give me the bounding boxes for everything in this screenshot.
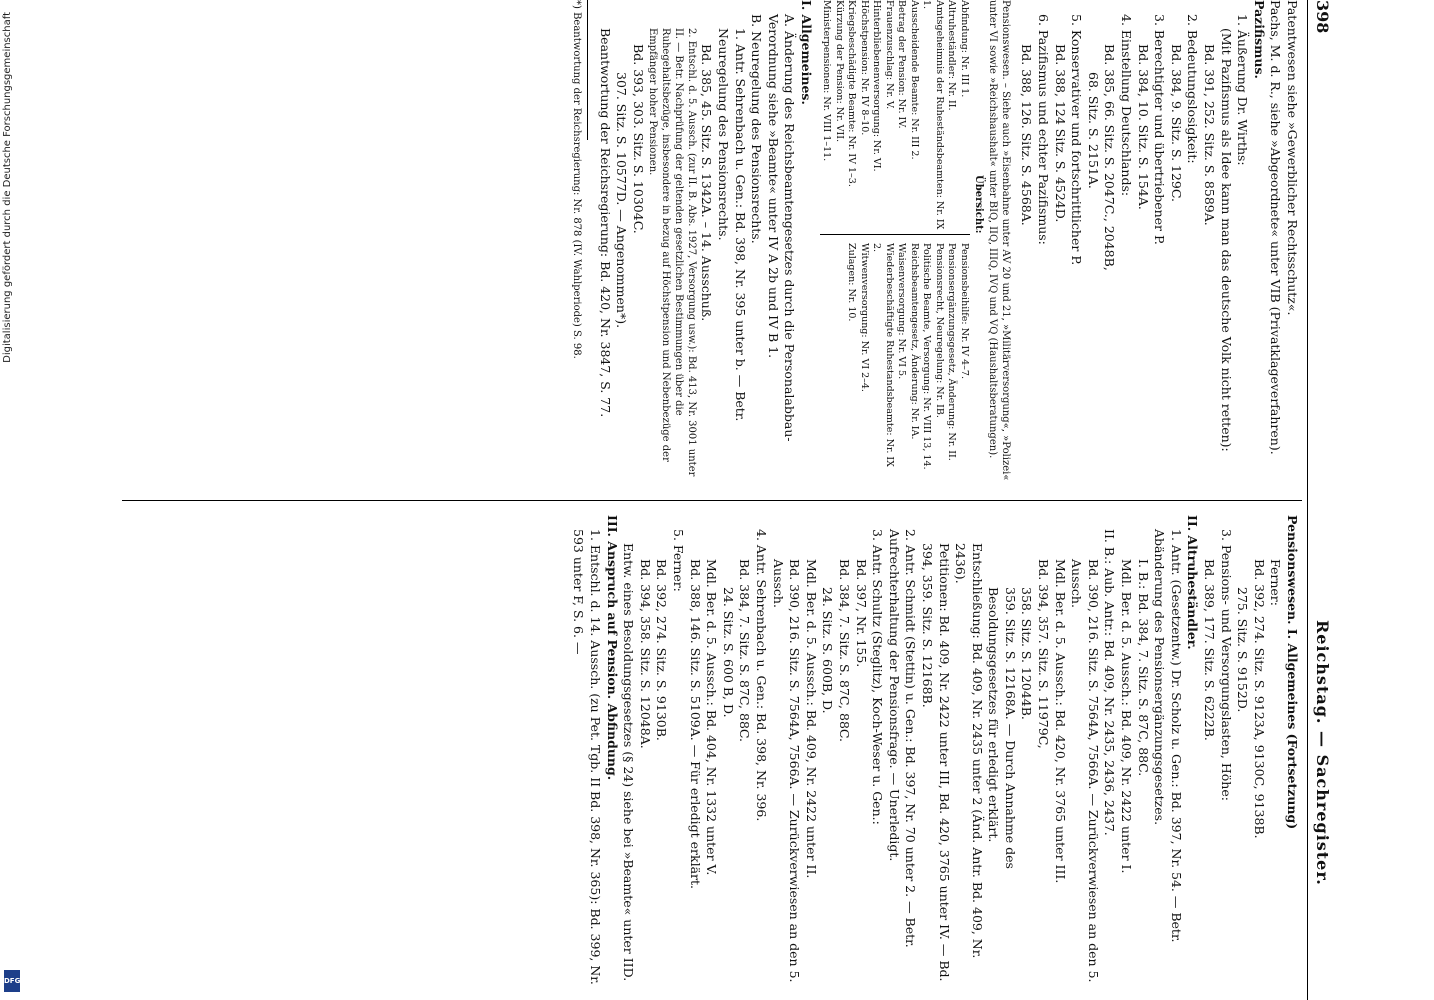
reference: 68. Sitz. S. 2151A. bbox=[1085, 72, 1101, 189]
register-page bbox=[42, 0, 1342, 1000]
list-item: 3. Pensions- und Versorgungslasten, Höhe: bbox=[1218, 529, 1234, 801]
reference: II. B.: Aub. Antr.: Bd. 409, Nr. 2435, 2436, 2437. bbox=[1102, 529, 1118, 836]
reference: 358. Sitz. S. 12044B. bbox=[1019, 587, 1035, 720]
reference: Bd. 388, 124 Sitz. S. 4524D. bbox=[1052, 44, 1068, 223]
overview-item: Ministerpensionen: Nr. VIII 1–11. bbox=[821, 0, 833, 162]
page-title: Reichstag. — Sachregister. bbox=[1313, 620, 1332, 886]
list-item: 2. Entschl. d. 5. Aussch. (zur II. B. Abs. 1927, Versorgung usw.): Bd. 413, Nr. 3001 unter II. — Betr. Nachprüfung der geltenden gesetzlichen Bestimmungen über die Ruhegehaltsbezüge, insbesondere in bezug auf Höchstpension und Nebenbezüge der Empfänger hoher Pensionen. bbox=[646, 28, 697, 477]
reference: Mdl. Ber. d. 5. Aussch.: Bd. 420, Nr. 3765 unter III. bbox=[1052, 559, 1068, 884]
heading-pazifismus: Pazifismus. bbox=[1251, 0, 1267, 79]
subsection: B. Neuregelung des Pensionsrechts. bbox=[749, 14, 765, 244]
reference: Mdl. Ber. d. 5. Aussch.: Bd. 409, Nr. 2422 unter II. bbox=[803, 559, 819, 879]
reference: Bd. 384, 7. Sitz. S. 87C, 88C. bbox=[737, 559, 753, 742]
overview-item: Politische Beamte, Versorgung: Nr. VIII 13, 14. bbox=[921, 243, 933, 470]
overview-item: Abfindung: Nr. III 1. bbox=[958, 0, 970, 98]
reference: Bd. 393, 303. Sitz. S. 10304C. bbox=[630, 44, 646, 234]
overview-item: Pensionsergänzungsgesetz, Änderung: Nr. II. bbox=[946, 243, 958, 461]
footnote-rule bbox=[587, 0, 588, 140]
overview-item: Pensionsrecht, Neuregelung: Nr. IB. bbox=[933, 243, 945, 418]
list-item: Ferner: bbox=[1268, 559, 1284, 606]
column-divider bbox=[122, 500, 1302, 501]
entry-patentwesen: Patentwesen siehe »Gewerblicher Rechtsschutz«. bbox=[1285, 0, 1300, 316]
reference: 24. Sitz. S. 600 B, D. bbox=[720, 587, 736, 718]
reference: Bd. 389, 177. Sitz. S. 6222B. bbox=[1202, 559, 1218, 741]
list-item: 3. Antr. Schultz (Steglitz), Koch-Weser u. Gen.: bbox=[870, 529, 886, 825]
reference: Mdl. Ber. d. 5. Aussch.: Bd. 409, Nr. 2422 unter I. bbox=[1119, 559, 1135, 874]
section-heading: II. Altruheständler. bbox=[1185, 515, 1201, 650]
overview-right bbox=[820, 234, 970, 473]
reference: Mdl. Ber. d. 5. Aussch.: Bd. 404, Nr. 1332 unter V. bbox=[704, 559, 720, 876]
overview-left bbox=[820, 0, 970, 230]
list-item: 4. Einstellung Deutschlands: bbox=[1119, 14, 1135, 197]
overview-item: Ausscheidende Beamte: Nr. III 2. bbox=[908, 0, 920, 160]
reference: 359. Sitz. S. 12168A. — Durch Annahme des Besoldungsgesetzes für erledigt erklärt. bbox=[986, 587, 1018, 869]
section-heading: I. Allgemeines. bbox=[798, 0, 814, 105]
reference: Bd. 391, 252. Sitz. S. 8589A. bbox=[1202, 44, 1218, 226]
reference: Bd. 384, 9. Sitz. S. 129C. bbox=[1168, 44, 1184, 202]
entry-pensionswesen: Pensionswesen. – Siehe auch »Eisenbahne unter AV 20 und 21, »Militärversorgung«, »Polizei« unter VI sowie »Reichshaushalt« unter BIQ, IIQ, IIIQ, IVQ und VQ (Haushaltsberatungen). bbox=[986, 0, 1011, 481]
reference: Bd. 385, 45. Sitz. S. 1342A. – 14. Ausschuß. bbox=[699, 44, 715, 322]
list-item: 1. Entschl. d. 14. Aussch. (zu Pet. Tgb. II Bd. 398, Nr. 365): Bd. 399, Nr. 593 unter F, S. 6. — bbox=[571, 529, 604, 985]
overview-item: Kriegsbeschädigte Beamte: Nr. IV 1–3. bbox=[846, 0, 858, 187]
list-item: 2. Bedeutungslosigkeit: bbox=[1185, 14, 1201, 164]
reference: Entw. eines Besoldungsgesetzes (§ 24) siehe bei »Beamte« unter IID. bbox=[621, 543, 637, 982]
overview-item: Hinterbliebenenversorgung: Nr. VI. bbox=[871, 0, 883, 172]
reference: 275. Sitz. S. 9152D. bbox=[1235, 587, 1251, 713]
entry-pachs: Pachs, M. d. R., siehe »Abgeordnete« unter VIB (Privatklageverfahren). bbox=[1268, 0, 1284, 455]
reference: 307. Sitz. S. 10577D. — Angenommen*). bbox=[614, 72, 630, 329]
funding-sidebar bbox=[2, 0, 24, 1000]
overview-item: Zulagen: Nr. 10. bbox=[846, 243, 858, 322]
continuation-heading: Pensionswesen. I. Allgemeines (Fortsetzung) bbox=[1285, 515, 1300, 830]
list-item: (Mit Pazifismus als Idee kann man das deutsche Volk nicht retten): bbox=[1218, 28, 1234, 452]
subsection: A. Änderung des Reichsbeamtengesetzes durch die Personalabbau-Verordnung siehe »Beamte« unter IV A 2b und IV B 1. bbox=[765, 14, 798, 442]
overview-item: Altruheständler: Nr. II. bbox=[946, 0, 958, 111]
reference: 24. Sitz. S. 600B, D. bbox=[820, 587, 836, 714]
overview-item: Waisenversorgung: Nr. VI 5. bbox=[896, 243, 908, 380]
list-item: 5. Ferner: bbox=[671, 529, 687, 592]
reference: Bd. 397, Nr. 155. bbox=[853, 559, 869, 668]
page-number: 398 bbox=[1313, 0, 1332, 34]
list-item: 3. Berechtigter und übertriebener P. bbox=[1152, 14, 1168, 245]
overview-item: Wiederbeschäftigte Ruhestandsbeamte: Nr. IX 2. bbox=[871, 243, 895, 467]
reference: Entschließung: Bd. 409, Nr. 2435 unter 2 (Änd. Antr. Bd. 409, Nr. 2436). bbox=[953, 543, 985, 959]
reference: Bd. 392, 274. Sitz. S. 9130B. bbox=[654, 559, 670, 741]
reference: Bd. 384, 10. Sitz. S. 154A. bbox=[1135, 44, 1151, 210]
dfg-logo: DFG bbox=[4, 970, 20, 992]
reference: Bd. 394, 357. Sitz. S. 11979C, bbox=[1036, 559, 1052, 749]
list-item: 1. Antr. Sehrenbach u. Gen.: Bd. 398, Nr. 395 unter b. — Betr. Neuregelung des Pensionsrechts. bbox=[715, 28, 748, 422]
overview-title: Übersicht: bbox=[972, 175, 984, 234]
overview-item: Amtsgeheimnis der Ruheständsbeamten: Nr. IX 1. bbox=[921, 0, 945, 230]
overview-item: Reichsbeamtengesetz, Änderung: Nr. IA. bbox=[908, 243, 920, 440]
reference: Bd. 388, 126. Sitz. S. 4568A. bbox=[1019, 44, 1035, 226]
list-item: 2. Antr. Schmidt (Stettin) u. Gen.: Bd. 397, Nr. 70 unter 2. — Betr. Aufrechterhaltung der Pensionsfrage. — Unerledigt. bbox=[886, 529, 919, 948]
reference: Bd. 390, 216. Sitz. S. 7564A, 7566A. — Zurückverwiesen an den 5. Aussch. bbox=[1069, 559, 1101, 983]
list-item: 1. Antr. (Gesetzentw.) Dr. Scholz u. Gen.: Bd. 397, Nr. 54. — Betr. Abänderung des Pensionsergänzungsgesetzes. bbox=[1152, 529, 1184, 943]
overview-item: Frauenzuschlag: Nr. V. bbox=[883, 0, 895, 110]
reference: Bd. 384, 7. Sitz. S. 87C, 88C. bbox=[836, 559, 852, 742]
funding-note: Digitalisierung gefördert durch die Deutsche Forschungsgemeinschaft bbox=[2, 12, 13, 363]
list-item: 4. Antr. Sehrenbach u. Gen.: Bd. 398, Nr. 396. bbox=[754, 529, 769, 822]
overview-item: Betrag der Pension: Nr. IV. bbox=[896, 0, 908, 129]
overview-item: Pensionsbeihilfe: Nr. IV 4–7. bbox=[958, 243, 970, 379]
reference: Bd. 388, 146. Sitz. S. 5109A. — Für erledigt erklärt. bbox=[687, 559, 703, 889]
reference: Bd. 385, 66. Sitz. S. 2047C., 2048B, bbox=[1102, 44, 1118, 271]
reference: Bd. 394, 358. Sitz. S. 12048A. bbox=[637, 559, 653, 749]
overview-item: Höchstpension: Nr. IV 8–10. bbox=[858, 0, 870, 136]
list-item: 5. Konservativer und fortschrittlicher P. bbox=[1069, 14, 1085, 266]
footnote: *) Beantwortung der Reichsregierung: Nr. 878 (IV. Wahlperiode) S. 98. bbox=[570, 0, 582, 359]
overview-item: Kürzung der Pension: Nr. VII. bbox=[833, 0, 845, 143]
reference: Bd. 392, 274. Sitz. S. 9123A, 9130C, 9138B. bbox=[1251, 559, 1267, 839]
reference: I. B.: Bd. 384, 7. Sitz. S. 87C, 88C. bbox=[1135, 559, 1151, 777]
section-heading: III. Anspruch auf Pension. Abfindung. bbox=[604, 515, 620, 781]
reference: Petitionen: Bd. 409, Nr. 2422 unter III, Bd. 420, 3765 unter IV. — Bd. 394, 359. Sitz. S. 12168B. bbox=[919, 543, 952, 982]
overview-box bbox=[820, 0, 984, 485]
overview-item: Witwenversorgung: Nr. VI 2–4. bbox=[858, 243, 870, 392]
left-column bbox=[570, 0, 1300, 485]
list-item: 1. Äußerung Dr. Wirths: bbox=[1235, 14, 1251, 166]
header-rule bbox=[1307, 0, 1308, 1000]
reference: Bd. 390, 216. Sitz. S. 7564A, 7566A. — Zurückverwiesen an den 5. Aussch. bbox=[770, 559, 803, 983]
list-item: 6. Pazifismus und echter Pazifismus: bbox=[1036, 14, 1052, 245]
reference: Beantwortung der Reichsregierung: Bd. 420, Nr. 3847, S. 77. bbox=[597, 28, 613, 418]
right-column bbox=[570, 515, 1300, 1000]
page-header bbox=[1306, 0, 1332, 1000]
